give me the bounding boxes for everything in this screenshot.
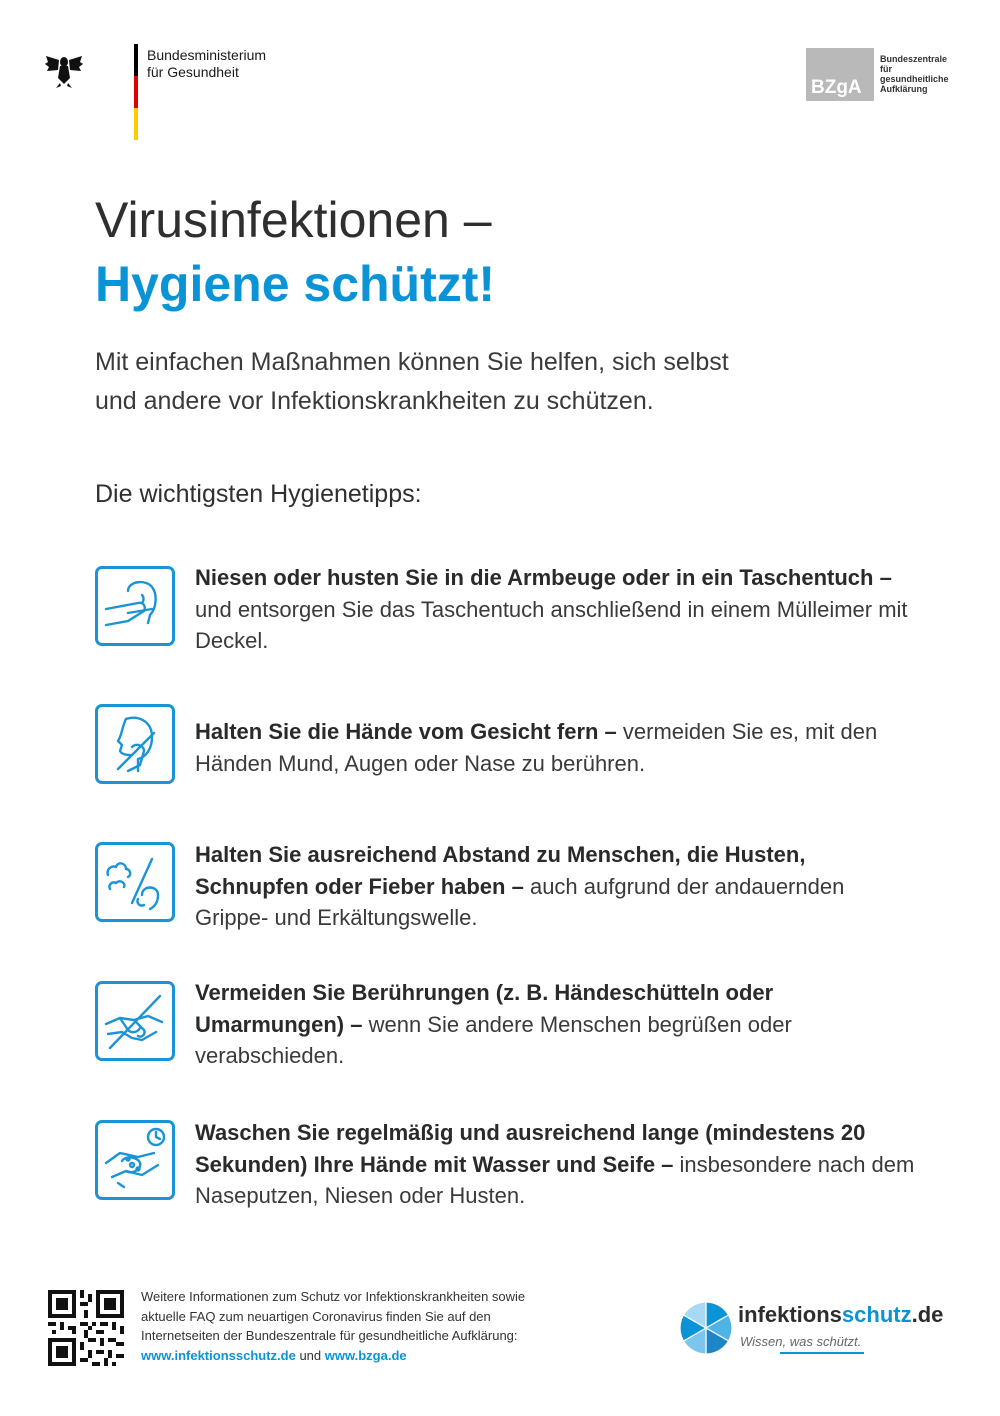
wordmark-accent: schutz: [841, 1302, 912, 1327]
tip-4: [195, 977, 915, 1072]
page-title-line2: Hygiene schützt!: [95, 256, 496, 312]
wordmark-main: infektions: [738, 1302, 842, 1327]
tips-heading: Die wichtigsten Hygienetipps:: [95, 480, 422, 508]
bzga-name-line4: Aufklärung: [880, 84, 928, 94]
bzga-name-line3: gesundheitliche: [880, 74, 949, 84]
page-title-line1: Virusinfektionen –: [95, 192, 492, 248]
bzga-logo: [806, 48, 966, 104]
slogan-underline: [780, 1352, 864, 1354]
tip-1-bold: Niesen oder husten Sie in die Armbeuge oder in ein Taschentuch –: [195, 565, 892, 590]
bmg-logo: [44, 44, 267, 140]
link-bzga[interactable]: www.bzga.de: [324, 1347, 407, 1363]
intro-line1: Mit einfachen Maßnahmen können Sie helfen, sich selbst: [95, 348, 729, 376]
qr-code-icon[interactable]: [48, 1290, 124, 1366]
footer-links: [141, 1346, 641, 1366]
footer-line2: aktuelle FAQ zum neuartigen Coronavirus finden Sie auf den: [141, 1308, 491, 1324]
footer-info: [141, 1287, 641, 1365]
tip-5-bold: Waschen Sie regelmäßig und ausreichend lange (mindestens 20 Sekunden) Ihre Hände mit Wasser und Seife –: [195, 1120, 866, 1177]
infektionsschutz-emblem-icon: [680, 1302, 732, 1354]
no-handshake-icon: [95, 981, 175, 1061]
tip-4-text: wenn Sie andere Menschen begrüßen oder verabschieden.: [195, 1011, 792, 1068]
tip-1: [195, 562, 915, 657]
bzga-name: [880, 54, 970, 94]
no-face-touching-icon: [95, 704, 175, 784]
hand-washing-icon: [95, 1120, 175, 1200]
infektionsschutz-wordmark: [738, 1302, 943, 1328]
footer-line1: Weitere Informationen zum Schutz vor Infektionskrankheiten sowie: [141, 1289, 526, 1304]
tip-2: [195, 716, 915, 779]
tip-5-text: insbesondere nach dem Naseputzen, Niesen oder Husten.: [195, 1151, 915, 1208]
bmg-name-line2: für Gesundheit: [147, 64, 239, 80]
bzga-name-line2: für: [880, 64, 892, 74]
link-infektionsschutz[interactable]: www.infektionsschutz.de: [141, 1347, 296, 1363]
german-flag-stripe: [134, 44, 138, 140]
infektionsschutz-slogan: Wissen, was schützt.: [740, 1334, 862, 1349]
bzga-abbr: BZgA: [811, 77, 862, 98]
sneeze-into-elbow-icon: [95, 566, 175, 646]
intro-line2: und andere vor Infektionskrankheiten zu schützen.: [95, 387, 654, 415]
tip-3: [195, 839, 915, 934]
tip-5: [195, 1117, 915, 1212]
intro-paragraph: [95, 343, 915, 421]
bzga-box: [806, 48, 874, 101]
tip-3-bold: Halten Sie ausreichend Abstand zu Menschen, die Husten, Schnupfen oder Fieber haben –: [195, 842, 806, 899]
flag-red: [134, 76, 138, 108]
bmg-name: [147, 47, 266, 81]
infektionsschutz-logo[interactable]: [680, 1300, 970, 1362]
tip-1-text: und entsorgen Sie das Taschentuch anschließend in einem Mülleimer mit Deckel.: [195, 596, 908, 653]
tip-2-bold: Halten Sie die Hände vom Gesicht fern –: [195, 719, 617, 744]
keep-distance-icon: [95, 842, 175, 922]
flag-black: [134, 44, 138, 76]
tip-4-bold: Vermeiden Sie Berührungen (z. B. Händeschütteln oder Umarmungen) –: [195, 980, 774, 1037]
bmg-name-line1: Bundesministerium: [147, 47, 267, 63]
tip-2-text: vermeiden Sie es, mit den Händen Mund, Augen oder Nase zu berühren.: [195, 719, 878, 776]
federal-eagle-icon: [44, 48, 84, 88]
flag-gold: [134, 108, 138, 140]
footer-and: und: [295, 1347, 325, 1363]
footer-line3: Internetseiten der Bundeszentrale für gesundheitliche Aufklärung:: [141, 1328, 518, 1343]
tip-3-text: auch aufgrund der andauernden Grippe- und Erkältungswelle.: [195, 873, 845, 930]
wordmark-tld: .de: [911, 1302, 944, 1327]
bzga-name-line1: Bundeszentrale: [880, 54, 948, 64]
